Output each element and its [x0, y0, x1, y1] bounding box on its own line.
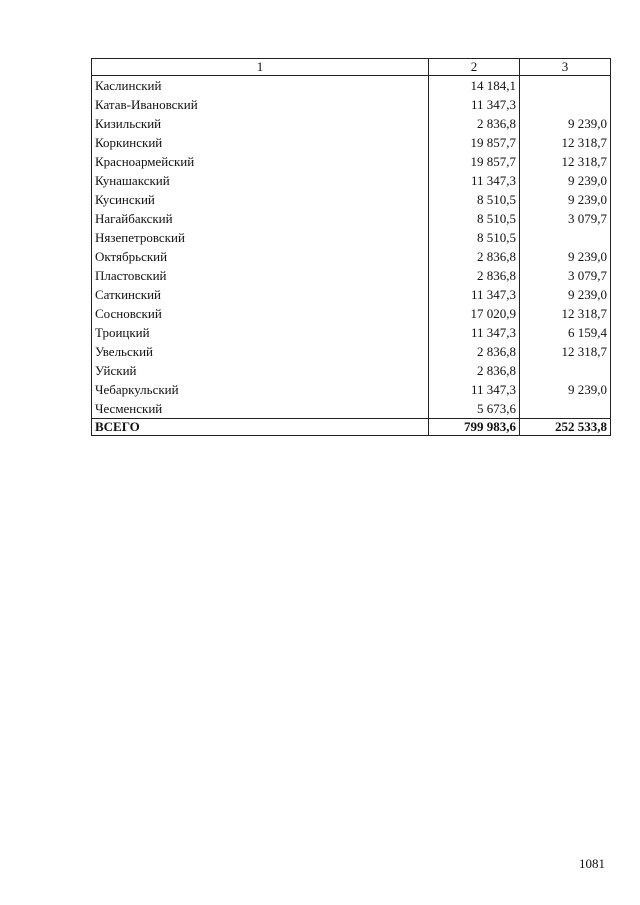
table-row — [92, 380, 611, 399]
table-header-row — [92, 59, 611, 76]
table-row — [92, 76, 611, 96]
value-col3: 12 318,7 — [520, 304, 611, 323]
allocation-table — [91, 58, 611, 436]
value-col3: 9 239,0 — [520, 285, 611, 304]
value-col3: 9 239,0 — [520, 171, 611, 190]
value-col3: 12 318,7 — [520, 133, 611, 152]
district-name: Катав-Ивановский — [92, 95, 429, 114]
district-name: Саткинский — [92, 285, 429, 304]
table-row — [92, 266, 611, 285]
value-col2: 2 836,8 — [429, 114, 520, 133]
column-header-2: 2 — [429, 59, 520, 76]
district-name: Красноармейский — [92, 152, 429, 171]
value-col3: 9 239,0 — [520, 114, 611, 133]
district-name: Чебаркульский — [92, 380, 429, 399]
table-row — [92, 152, 611, 171]
value-col2: 11 347,3 — [429, 323, 520, 342]
column-header-3: 3 — [520, 59, 611, 76]
value-col3 — [520, 95, 611, 114]
district-name: Кунашакский — [92, 171, 429, 190]
table-row — [92, 399, 611, 419]
value-col3: 6 159,4 — [520, 323, 611, 342]
table-row — [92, 133, 611, 152]
total-col3: 252 533,8 — [520, 419, 611, 436]
value-col2: 19 857,7 — [429, 152, 520, 171]
value-col3: 3 079,7 — [520, 266, 611, 285]
table-row — [92, 361, 611, 380]
table-row — [92, 171, 611, 190]
table-row — [92, 323, 611, 342]
district-name: Сосновский — [92, 304, 429, 323]
district-name: Нагайбакский — [92, 209, 429, 228]
value-col2: 11 347,3 — [429, 285, 520, 304]
total-label: ВСЕГО — [92, 419, 429, 436]
value-col2: 17 020,9 — [429, 304, 520, 323]
district-name: Коркинский — [92, 133, 429, 152]
page-number: 1081 — [579, 856, 605, 871]
table-row — [92, 209, 611, 228]
value-col2: 14 184,1 — [429, 76, 520, 96]
value-col3 — [520, 228, 611, 247]
table-row — [92, 342, 611, 361]
table-row — [92, 247, 611, 266]
district-name: Кизильский — [92, 114, 429, 133]
table-row — [92, 304, 611, 323]
district-name: Пластовский — [92, 266, 429, 285]
value-col2: 8 510,5 — [429, 190, 520, 209]
value-col2: 5 673,6 — [429, 399, 520, 419]
district-name: Увельский — [92, 342, 429, 361]
value-col2: 11 347,3 — [429, 380, 520, 399]
value-col2: 8 510,5 — [429, 209, 520, 228]
value-col3: 9 239,0 — [520, 380, 611, 399]
district-name: Уйский — [92, 361, 429, 380]
district-name: Каслинский — [92, 76, 429, 96]
value-col2: 2 836,8 — [429, 342, 520, 361]
value-col3: 12 318,7 — [520, 152, 611, 171]
value-col2: 2 836,8 — [429, 361, 520, 380]
value-col2: 11 347,3 — [429, 95, 520, 114]
table-total-row — [92, 419, 611, 436]
district-name: Кусинский — [92, 190, 429, 209]
value-col2: 2 836,8 — [429, 247, 520, 266]
value-col3 — [520, 76, 611, 96]
table-row — [92, 114, 611, 133]
table-row — [92, 285, 611, 304]
value-col3: 9 239,0 — [520, 190, 611, 209]
value-col3: 9 239,0 — [520, 247, 611, 266]
value-col3: 3 079,7 — [520, 209, 611, 228]
table-row — [92, 190, 611, 209]
column-header-1: 1 — [92, 59, 429, 76]
value-col3: 12 318,7 — [520, 342, 611, 361]
district-name: Нязепетровский — [92, 228, 429, 247]
value-col2: 11 347,3 — [429, 171, 520, 190]
district-name: Октябрьский — [92, 247, 429, 266]
table-row — [92, 95, 611, 114]
table-row — [92, 228, 611, 247]
total-col2: 799 983,6 — [429, 419, 520, 436]
value-col2: 2 836,8 — [429, 266, 520, 285]
value-col2: 19 857,7 — [429, 133, 520, 152]
value-col3 — [520, 399, 611, 419]
district-name: Троицкий — [92, 323, 429, 342]
district-name: Чесменский — [92, 399, 429, 419]
value-col3 — [520, 361, 611, 380]
value-col2: 8 510,5 — [429, 228, 520, 247]
